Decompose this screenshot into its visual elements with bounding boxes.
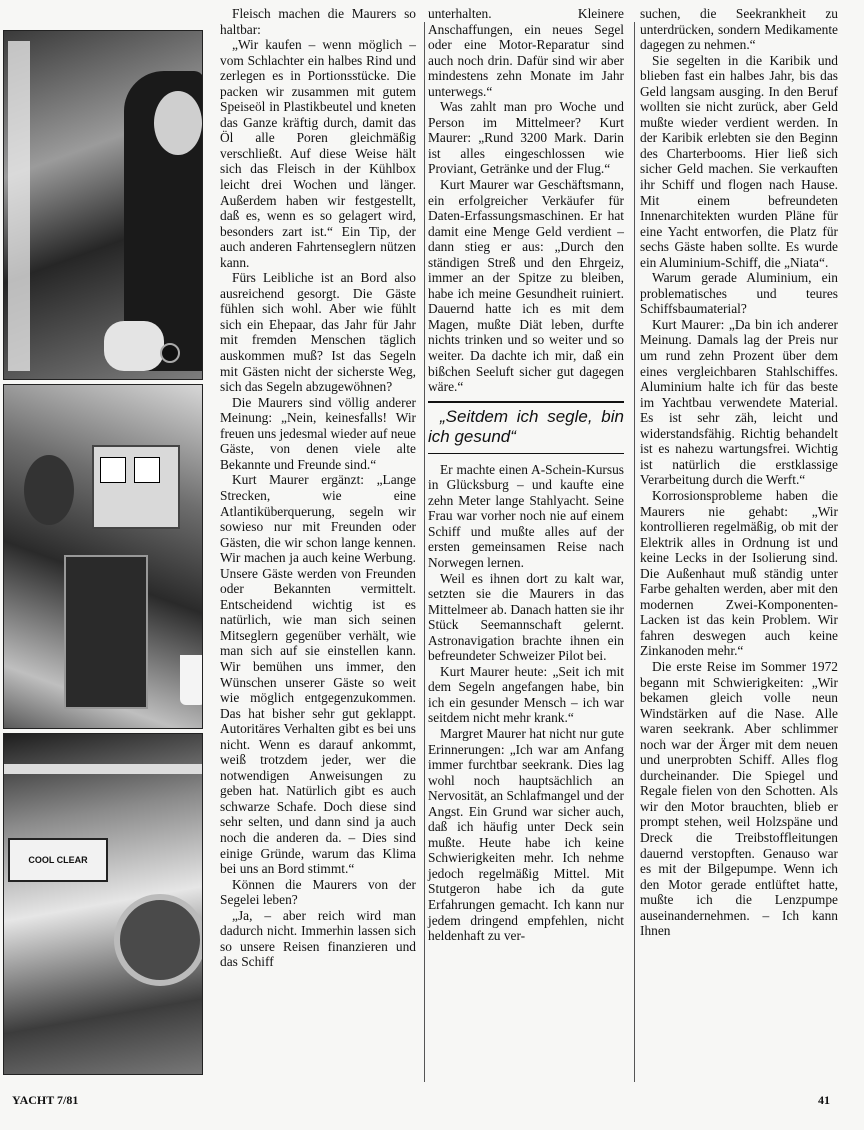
paragraph: „Wir kaufen – wenn möglich – vom Schlachter ein halbes Rind und zerlegen es in Portionsstücke. Die packen wir zusammen mit gutem Speiseöl in Plastikbeutel und kneten das Ganze kräftig durch, damit das Öl alle Poren gleichmäßig verschließt. Auf diese Weise hält sich das Fleisch in der Kühlbox leicht drei Wochen und länger. Außerdem haben wir festgestellt, daß es, wenn es so gelagert wird, besonders zart ist.“ Ein Tip, der auch anderen Fahrtenseglern nützen kann. xyxy=(220,37,416,270)
paragraph: Die Maurers sind völlig anderer Meinung: „Nein, keinesfalls! Wir freuen uns jedesmal wieder auf neue Gäste, von denen viele alte Bekannte und Freunde sind.“ xyxy=(220,394,416,472)
paragraph: Er machte einen A-Schein-Kursus in Glücksburg – und kaufte eine zehn Meter lange Stahlyacht. Seine Frau war vorher noch nie auf einem Schiff und mußte alles auf der ersten gemeinsamen Reise nach Norwegen lernen. xyxy=(428,461,624,570)
cup xyxy=(180,655,203,705)
page-number: 41 xyxy=(818,1093,830,1107)
text-column-2-bottom xyxy=(428,462,624,944)
text-column-3 xyxy=(640,6,838,939)
hands xyxy=(104,321,164,371)
shelf-bar xyxy=(4,764,203,774)
paragraph: Kurt Maurer heute: „Seit ich mit dem Segeln angefangen habe, bin ich ein gesunder Mensch – ich war seitdem nicht mehr krank.“ xyxy=(428,663,624,726)
subheading: „Seitdem ich segle, bin ich gesund“ xyxy=(428,406,624,446)
paragraph: unterhalten. Kleinere Anschaffungen, ein neues Segel oder eine Motor-Reparatur sind auch noch drin. Dafür sind wir aber mindestens zehn Monate im Jahr unterwegs.“ xyxy=(428,6,624,99)
rope-coil xyxy=(114,894,203,986)
paragraph: Warum gerade Aluminium, ein problematisches und teures Schiffsbaumaterial? xyxy=(640,270,838,317)
paragraph: Fürs Leibliche ist an Bord also ausreichend gesorgt. Die Gäste fühlen sich wohl. Aber wie fühlt sich ein Ehepaar, das Jahr für Jahr mit fremden Menschen täglich auskommen muß? Ist das Segeln mit Gästen nicht der sicherste Weg, sich das Segeln abzugewöhnen? xyxy=(220,270,416,395)
man-head xyxy=(154,91,202,155)
text-column-2 xyxy=(428,6,624,944)
text-column-1 xyxy=(220,6,416,970)
paragraph: Weil es ihnen dort zu kalt war, setzten sie die Maurers in das Mittelmeer ab. Danach hatten sie ihr Stück Seemannschaft gelernt. Astronavigation brachte ihnen ein befreundeter Schweizer Pilot bei. xyxy=(428,570,624,664)
carton xyxy=(8,838,108,882)
paragraph: Sie segelten in die Karibik und blieben fast ein halbes Jahr, bis das Geld langsam ausging. In den Beruf wollten sie nicht zurück, aber Geld mußte wieder verdient werden. In der Karibik erlebten sie den Beginn des Charterbooms. Hier ließ sich sicher Geld machen. Sie verkauften ihr Schiff und flogen nach Hause. Mit einem befreundeten Innenarchitekten wurden Pläne für eine Yacht entworfen, die Platz für sechs Gäste haben sollte. Es wurde ein Aluminium-Schiff, die „Niata“. xyxy=(640,52,838,270)
meter-gauge-1 xyxy=(100,457,126,483)
paragraph: Korrosionsprobleme haben die Maurers nie gehabt: „Wir kontrollieren regelmäßig, ob mit der Elektrik alles in Ordnung ist und keine Lecks in der Isolierung sind. Die Außenhaut muß ständig unter Farbe gehalten werden, aber mit den modernen Zwei-Komponenten-Lacken ist das kein Problem. Wir fahren deswegen auch keine Zinkanoden mehr.“ xyxy=(640,487,838,659)
paragraph: Kurt Maurer: „Da bin ich anderer Meinung. Damals lag der Preis nur um rund zehn Prozent über dem eines vergleichbaren Stahlschiffes. Aluminium halte ich für das beste im Yachtbau verwendete Material. Es ist sehr zäh, leicht und widerstandsfähig. Richtig behandelt ist es nahezu wartungsfrei. Wichtig ist natürlich die erstklassige Verarbeitung durch die Werft.“ xyxy=(640,316,838,488)
paragraph: Die erste Reise im Sommer 1972 begann mit Schwierigkeiten: „Wir bekamen gleich volle neun Windstärken auf die Nase. Alle waren seekrank. Aber schlimmer noch war der Ärger mit dem neuen und unerprobten Schiff. Alles flog durcheinander. Die Spiegel und Regale fielen von den Schotten. Als wir den Motor brauchten, blieb er prompt stehen, weil Holzspäne und Dreck die Treibstoffleitungen dauernd verstopften. Genauso war es mit der Bilgepumpe. Wenn ich den Motor gerade entlüftet hatte, mußte ich die Lenzpumpe auseinandernehmen. – Ich kann Ihnen xyxy=(640,658,838,939)
paragraph: suchen, die Seekrankheit zu unterdrücken, sondern Medikamente dagegen zu nehmen.“ xyxy=(640,6,838,53)
meter-gauge-2 xyxy=(134,457,160,483)
cable-bundle-left xyxy=(8,41,30,371)
paragraph: Kurt Maurer ergänzt: „Lange Strecken, wie eine Atlantiküberquerung, segeln wir sowieso nur mit Freunden oder Gästen, die wir schon lange kennen. Wir machen ja auch keine Werbung. Unsere Gäste werden von Freunden oder Bekannten vermittelt. Entscheidend wichtig ist es natürlich, wie man sich seinen Mitseglern gegenüber verhält, wie man sich auf sie einstellen kann. Wir bemühen uns immer, den Wünschen unserer Gäste so weit wie möglich entgegenzukommen. Das hat bisher sehr gut geklappt. Autoritäres Verhalten gibt es bei uns nicht. Wenn es darauf ankommt, weiß trotzdem jeder, wer die notwendigen Anweisungen zu geben hat. Natürlich gibt es auch schwarze Schafe. Doch diese sind sehr selten, und dann sind ja auch noch die anderen da. – Dies sind einige Gründe, warum das Klima bei uns an Bord stimmt.“ xyxy=(220,472,416,877)
speaker-grille xyxy=(24,455,74,525)
paragraph: „Ja, – aber reich wird man dadurch nicht. Immerhin lassen sich so unsere Reisen finanzieren und das Schiff xyxy=(220,907,416,970)
subheading-box xyxy=(428,401,624,454)
column-rule-2 xyxy=(634,22,635,1082)
switch-panel xyxy=(64,555,148,709)
paragraph: Was zahlt man pro Woche und Person im Mittelmeer? Kurt Maurer: „Rund 3200 Mark. Darin ist alles eingeschlossen wie Proviant, Getränke und der Flug.“ xyxy=(428,99,624,177)
text-column-2-top xyxy=(428,6,624,395)
paragraph: Können die Maurers von der Segelei leben? xyxy=(220,876,416,908)
photo-storage-compartment xyxy=(3,733,203,1075)
wristwatch xyxy=(160,343,180,363)
paragraph: Fleisch machen die Maurers so haltbar: xyxy=(220,6,416,37)
photo-man-at-electrical-panel xyxy=(3,30,203,380)
paragraph: Kurt Maurer war Geschäftsmann, ein erfolgreicher Verkäufer für Daten-Erfassungsmaschinen. Er hat damit eine Menge Geld verdient – dann stieg er aus: „Durch den ständigen Streß und den Ehrgeiz, immer an der Spitze zu bleiben, habe ich meine Gesundheit ruiniert. Dauernd hatte ich es mit dem Magen, mußte Diät leben, durfte nichts trinken und so weiter und so weiter. Da dachte ich mir, daß ein bißchen Seeluft sicher gut dagegen wäre.“ xyxy=(428,177,624,395)
carton-label: COOL CLEAR xyxy=(28,855,88,865)
photo-instrument-panel xyxy=(3,384,203,729)
paragraph: Margret Maurer hat nicht nur gute Erinnerungen: „Ich war am Anfang immer furchtbar seekrank. Dies lag wohl noch hauptsächlich an Nervosität, an Schlafmangel und der Angst. Ein Grund war sicher auch, daß ich häufig unter Deck sein mußte. Heute habe ich keine Schwierigkeiten mehr. Ich nehme jedoch regelmäßig Mittel. Mit Stutgeron habe ich da gute Erfahrungen gemacht. Ich kann nur jedem dringend empfehlen, nicht heldenhaft zu ver- xyxy=(428,725,624,944)
column-rule-1 xyxy=(424,22,425,1082)
magazine-issue: YACHT 7/81 xyxy=(12,1093,79,1107)
